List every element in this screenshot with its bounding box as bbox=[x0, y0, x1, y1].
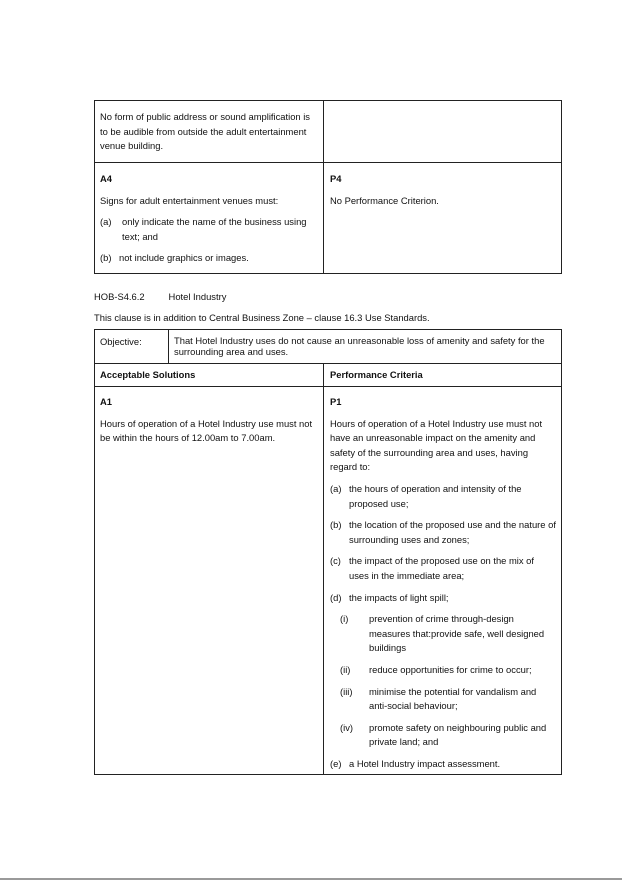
list-item bbox=[100, 251, 317, 266]
list-item-text: only indicate the name of the business using text; and bbox=[122, 216, 307, 242]
objective-label-divider bbox=[168, 329, 169, 363]
a1-cell bbox=[94, 391, 323, 446]
noise-requirement-text: No form of public address or sound amplification is to be audible from outside the adult entertainment venue building. bbox=[100, 111, 310, 152]
objective-label: Objective: bbox=[100, 336, 142, 347]
list-item bbox=[100, 215, 317, 244]
a4-cell bbox=[94, 168, 323, 266]
list-item bbox=[330, 554, 556, 583]
table-2-objective-divider bbox=[94, 363, 562, 364]
table-1-top-left-cell bbox=[94, 106, 323, 154]
p4-heading: P4 bbox=[330, 173, 342, 184]
p4-cell bbox=[324, 168, 562, 208]
a4-intro: Signs for adult entertainment venues must: bbox=[100, 194, 279, 206]
list-item-label: (d) bbox=[330, 591, 342, 603]
list-item-text: not include graphics or images. bbox=[119, 252, 249, 264]
section-intro: This clause is in addition to Central Business Zone – clause 16.3 Use Standards. bbox=[94, 312, 430, 323]
sub-list-item-text: reduce opportunities for crime to occur; bbox=[369, 663, 532, 675]
section-title: Hotel Industry bbox=[168, 291, 227, 302]
section-heading bbox=[94, 290, 562, 305]
list-item-label: (e) bbox=[330, 757, 342, 769]
list-item-label: (a) bbox=[330, 482, 342, 494]
performance-criteria-header: Performance Criteria bbox=[330, 369, 423, 380]
list-item-text: the impacts of light spill; bbox=[349, 591, 449, 603]
a1-heading: A1 bbox=[100, 396, 112, 407]
sub-list-item-text: prevention of crime through-design measures that:provide safe, well designed buildings bbox=[369, 613, 545, 654]
list-item-label: (a) bbox=[100, 216, 112, 228]
a1-text: Hours of operation of a Hotel Industry use must not be within the hours of 12.00am to 7.00am. bbox=[100, 417, 313, 444]
sub-list-item-text: promote safety on neighbouring public and private land; and bbox=[369, 721, 547, 748]
list-item-text: the location of the proposed use and the nature of surrounding uses and zones; bbox=[349, 519, 556, 545]
sub-list-item-label: (iii) bbox=[340, 685, 353, 697]
sub-list-item-text: minimise the potential for vandalism and anti-social behaviour; bbox=[369, 685, 537, 712]
list-item-text: the hours of operation and intensity of the proposed use; bbox=[349, 482, 522, 509]
table-2-header-divider bbox=[94, 386, 562, 387]
list-item-text: a Hotel Industry impact assessment. bbox=[349, 757, 501, 769]
sub-list-item bbox=[330, 685, 556, 714]
sub-list-item bbox=[330, 721, 556, 750]
sub-list-item-label: (ii) bbox=[340, 663, 351, 675]
sub-list-item bbox=[330, 612, 556, 656]
p1-cell bbox=[324, 391, 562, 771]
list-item-label: (b) bbox=[100, 252, 112, 264]
list-item-text: the impact of the proposed use on the mix of uses in the immediate area; bbox=[349, 555, 535, 581]
p1-heading: P1 bbox=[330, 396, 342, 407]
p4-text: No Performance Criterion. bbox=[330, 194, 439, 206]
a4-heading: A4 bbox=[100, 173, 112, 184]
sub-list-item-label: (iv) bbox=[340, 721, 354, 733]
p1-intro: Hours of operation of a Hotel Industry use must not have an unreasonable impact on the amenity and safety of the surrounding area and uses, having regard to: bbox=[330, 417, 543, 473]
list-item bbox=[330, 591, 556, 606]
list-item-label: (c) bbox=[330, 555, 341, 567]
acceptable-solutions-header: Acceptable Solutions bbox=[100, 369, 196, 380]
list-item-label: (b) bbox=[330, 519, 342, 531]
table-1-row-divider bbox=[94, 162, 562, 163]
section-number: HOB-S4.6.2 bbox=[94, 291, 145, 302]
list-item bbox=[330, 757, 556, 772]
list-item bbox=[330, 518, 556, 547]
sub-list-item bbox=[330, 663, 556, 678]
sub-list-item-label: (i) bbox=[340, 613, 349, 625]
objective-text: That Hotel Industry uses do not cause an unreasonable loss of amenity and safety for the surrounding area and uses. bbox=[174, 335, 545, 357]
list-item bbox=[330, 482, 556, 511]
